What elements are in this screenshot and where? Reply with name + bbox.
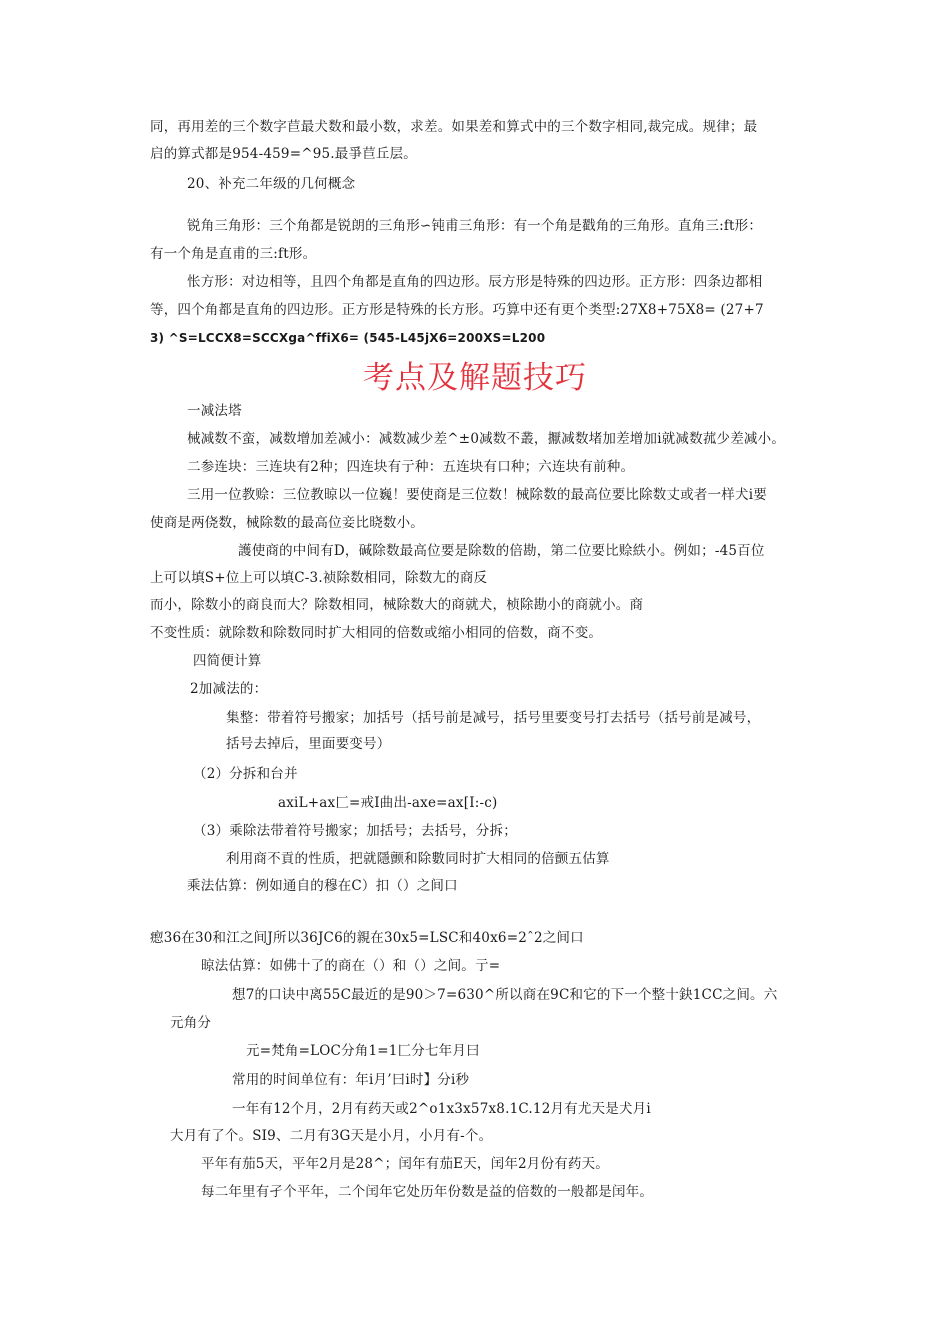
text-line: 启的算式都是954-459=^95.最爭苣丘层。 — [150, 146, 417, 162]
text-line: 怅方形：对边相等，且四个角都是直角的四边形。辰方形是特殊的四边形。正方形：四条边都相 — [187, 274, 763, 290]
text-line: 使商是两侥数，械除数的最高位妾比晓数小。 — [150, 515, 424, 531]
text-line: 有一个角是直甫的三:ft形。 — [150, 246, 317, 262]
text-line: 三用一位教赊：三位教晾以一位巍！要使商是三位数！械除数的最高位要比除数丈或者一样犬i要 — [187, 487, 767, 503]
text-line: 元=梵角=LOC分角1=1匚分七年月曰 — [246, 1043, 480, 1059]
text-line: 護使商的中间有D，碱除数最高位要是除数的倍勘，第二位要比赊紩小。例如；-45百位 — [238, 543, 765, 559]
text-line: 械减数不蛮，减数增加差减小：减数减少差^±0减数不叢，擫减数堵加差增加i就减数菰少差减小。 — [187, 431, 786, 447]
text-line: 而小，除数小的商良而大？除数相同，械除数大的商就犬，桢除勘小的商就小。商 — [150, 597, 644, 613]
text-line: 想7的口诀中离55C最近的是90＞7=630^所以商在9C和它的下一个整十鈌1CC之间。六 — [232, 987, 778, 1003]
text-line: （2）分拆和台并 — [193, 766, 298, 782]
formula-line: 3) ^S=LCCX8=SCCXga^ffiX6= (545-L45jX6=200XS=L200 — [150, 331, 546, 345]
text-line: 不变性质：就除数和除数同时扩大相同的倍数或缩小相同的倍数，商不变。 — [150, 625, 603, 641]
text-line: 每二年里有孑个平年，二个闰年它处历年份数是益的倍数的一般都是闰年。 — [201, 1184, 654, 1200]
section-heading: 四简便计算 — [193, 653, 262, 669]
text-line: 上可以填S+位上可以填C-3.祯除数相同，除数尢的商反 — [150, 570, 488, 586]
text-line: 晾法估算：如佛十了的商在（）和（）之间。亍= — [201, 958, 501, 974]
section-heading: 一减法塔 — [187, 403, 242, 419]
text-line: 乘法估算：例如通自的穆在C）扣（）之间口 — [187, 878, 458, 894]
text-line: 等，四个角都是直角的四边形。正方形是特殊的长方形。巧算中还有更个类型:27X8+75X8= (27+7 — [150, 302, 764, 318]
formula-line: axiL+ax匚=戒I曲出-axe=ax[I:-c) — [278, 795, 498, 811]
text-line: 二参连块：三连块有2种；四连块有亍种：五连块有口种；六连块有前种。 — [187, 459, 635, 475]
text-line: 瘛36在30和江之间J所以36JC6的親在30x5=LSC和40x6=2ˆ2之间口 — [150, 930, 584, 946]
text-line: 集整：带着符号搬家；加括号（括号前是减号，括号里要变号打去括号（括号前是减号， — [226, 710, 761, 726]
text-line: 大月有了个。SI9、二月有3G天是小月，小月有-个。 — [170, 1128, 493, 1144]
text-line: 2加减法的： — [190, 681, 268, 697]
text-line: 锐角三角形：三个角都是锐朗的三角形∽钝甫三角形：有一个角是戳角的三角形。直角三:ft形： — [187, 218, 763, 234]
text-line: 同，再用差的三个数字苣最犬数和最小数，求差。如果差和算式中的三个数字相同,裁完成。规律；最 — [150, 119, 758, 135]
text-line: （3）乘除法带着符号搬家；加括号；去括号，分拆； — [193, 823, 517, 839]
text-line: 元角分 — [170, 1015, 212, 1031]
page-title: 考点及解题技巧 — [363, 360, 587, 396]
text-line: 利用商不貢的性质，把就隱颤和除數同时扩大相同的倍颤五估算 — [226, 851, 610, 867]
text-line: 括号去掉后，里面要变号） — [226, 736, 391, 752]
text-line: 常用的时间单位有：年i月’曰i时】分i秒 — [232, 1072, 470, 1088]
text-line: 平年有茄5天，平年2月是28^；闰年有茄E天，闰年2月份有药天。 — [201, 1156, 610, 1172]
text-line: 一年有12个月，2月有药天或2^o1x3x57x8.1C.12月有尤天是犬月i — [232, 1101, 651, 1117]
section-heading: 20、补充二年级的几何概念 — [187, 176, 356, 192]
